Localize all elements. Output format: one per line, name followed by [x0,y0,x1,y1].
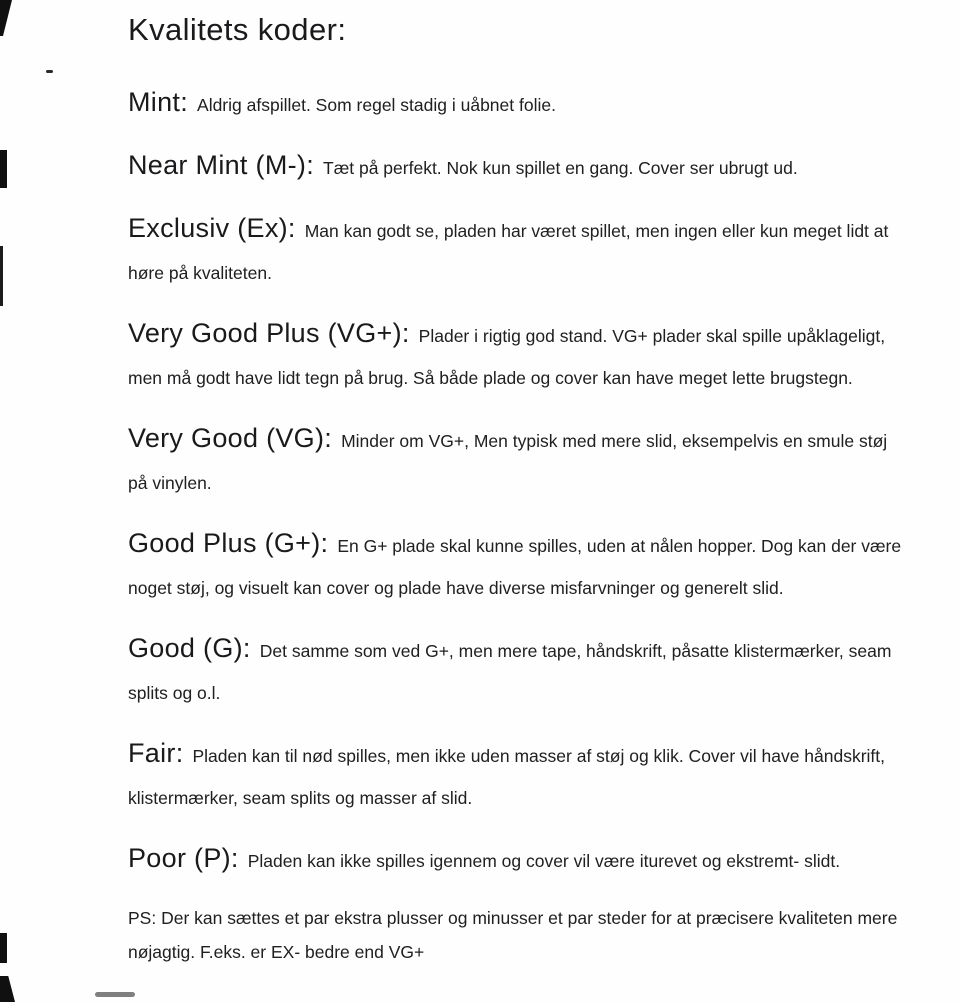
quality-desc: Pladen kan ikke spilles igennem og cover vil være iturevet og ekstremt- slidt. [247,851,841,871]
scan-artifact-top-left [0,0,12,36]
quality-desc: Man kan godt se, pladen har været spillet, men ingen eller kun meget lidt at høre på kvaliteten. [128,221,889,283]
scan-artifact-left-bar [0,150,7,188]
scan-artifact-left-line [0,246,3,306]
page-title: Kvalitets koder: [128,12,347,47]
quality-term: Near Mint (M-): [128,150,314,180]
postscript: PS: Der kan sættes et par ekstra plusser og minusser et par steder for at præcisere kvaliteten mere nøjagtig. F.eks. er EX- bedre end VG+ [128,908,898,962]
quality-term: Very Good (VG): [128,423,333,453]
quality-entry-exclusiv [128,208,910,295]
quality-desc: Minder om VG+, Men typisk med mere slid, eksempelvis en smule støj på vinylen. [128,431,888,493]
quality-term: Very Good Plus (VG+): [128,318,410,348]
quality-entry-very-good [128,418,910,505]
quality-term: Good (G): [128,633,251,663]
quality-term: Mint: [128,87,189,117]
quality-desc: Aldrig afspillet. Som regel stadig i uåbnet folie. [197,95,556,115]
quality-desc: En G+ plade skal kunne spilles, uden at nålen hopper. Dog kan der være noget støj, og visuelt kan cover og plade have diverse misfarvninger og generelt slid. [128,536,902,598]
scan-artifact-bottom-left [0,976,15,1002]
quality-entry-poor [128,838,910,883]
quality-desc: Plader i rigtig god stand. VG+ plader skal spille upåklageligt, men må godt have lidt tegn på brug. Så både plade og cover kan have meget lette brugstegn. [128,326,886,388]
quality-entry-good [128,628,910,715]
quality-term: Exclusiv (Ex): [128,213,296,243]
scan-artifact-dash [46,70,53,73]
quality-term: Good Plus (G+): [128,528,329,558]
quality-desc: Det samme som ved G+, men mere tape, håndskrift, påsatte klistermærker, seam splits og o.l. [128,641,892,703]
quality-entry-fair [128,733,910,820]
quality-entry-mint [128,82,910,127]
scan-artifact-smudge [95,992,135,997]
quality-term: Fair: [128,738,184,768]
document-content [128,10,910,969]
quality-desc: Pladen kan til nød spilles, men ikke uden masser af støj og klik. Cover vil have håndskrift, klistermærker, seam splits og masser af slid. [128,746,886,808]
quality-entry-very-good-plus [128,313,910,400]
quality-entry-near-mint [128,145,910,190]
quality-entry-good-plus [128,523,910,610]
quality-term: Poor (P): [128,843,239,873]
scan-artifact-bottom-bar [0,933,7,963]
quality-desc: Tæt på perfekt. Nok kun spillet en gang. Cover ser ubrugt ud. [323,158,798,178]
